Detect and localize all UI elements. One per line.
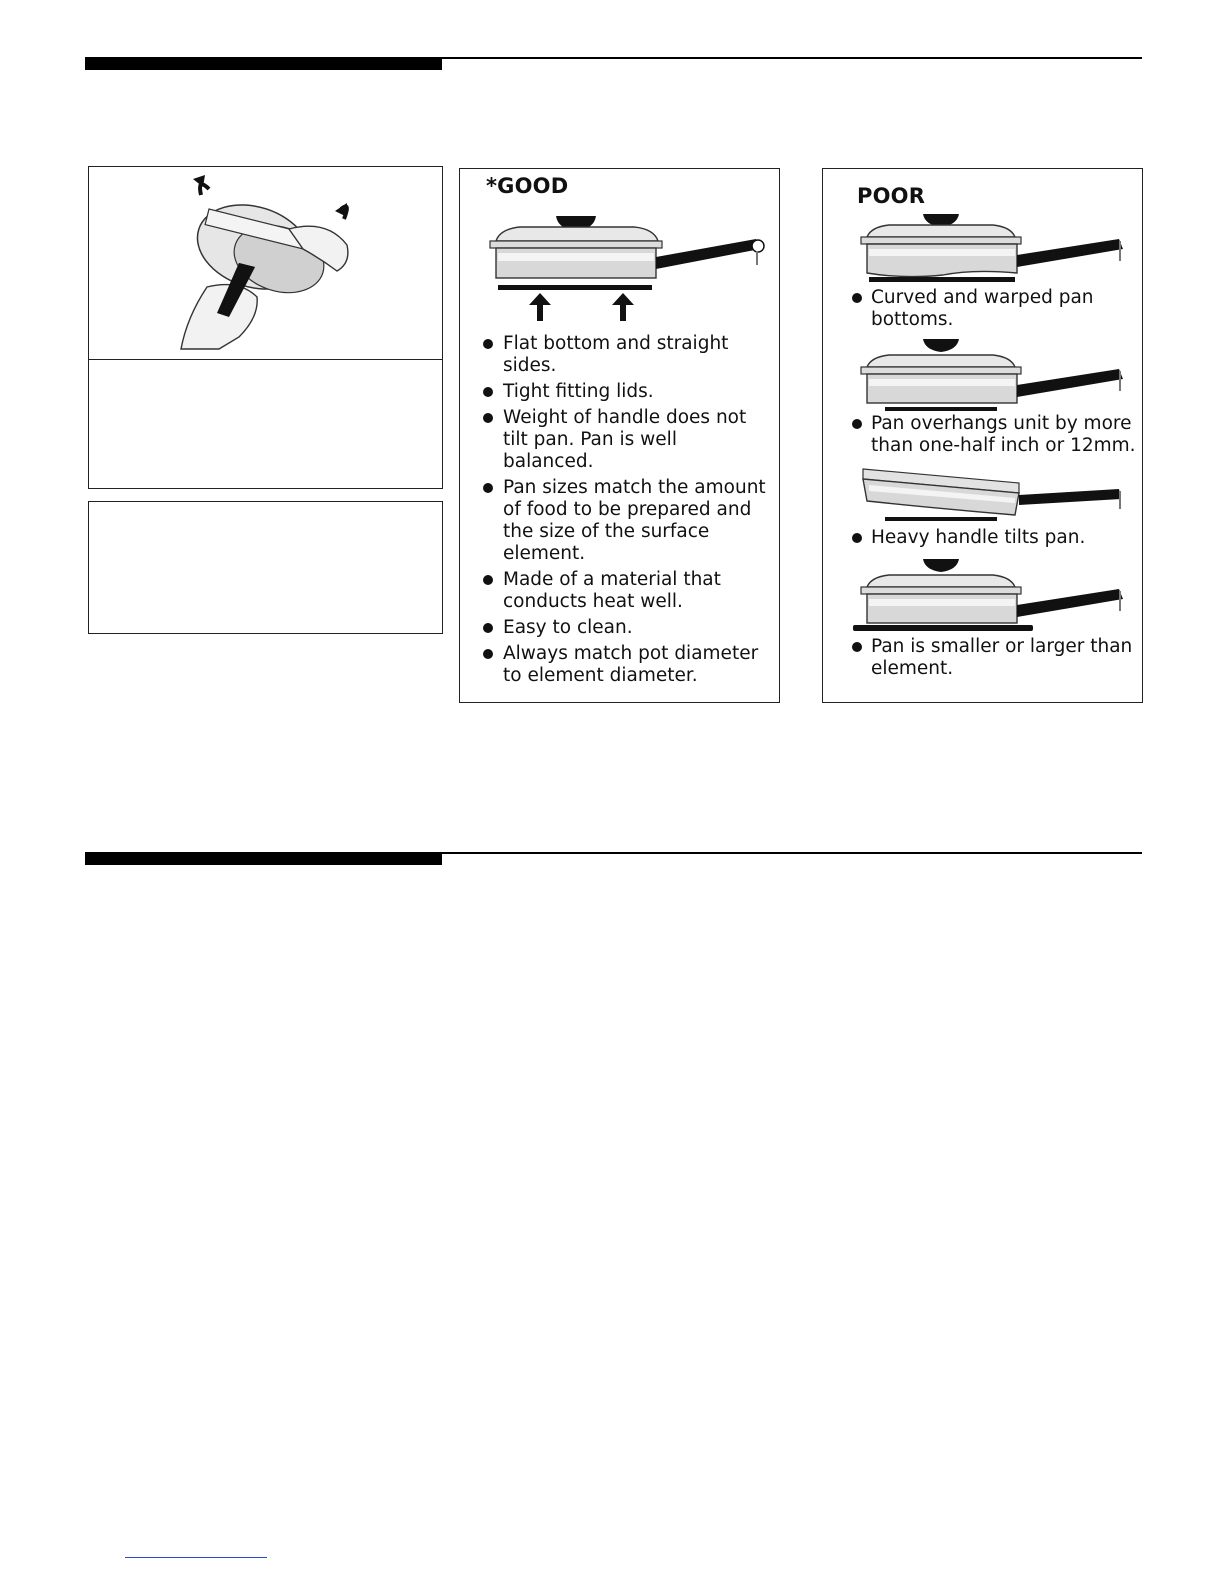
poor-item-tilt bbox=[851, 527, 1151, 549]
footer-link-underline[interactable] bbox=[125, 1557, 267, 1558]
good-bullet-list bbox=[482, 333, 772, 691]
note-box bbox=[88, 501, 443, 634]
poor-panel-title: POOR bbox=[857, 184, 926, 208]
list-item: Curved and warped pan bottoms. bbox=[851, 287, 1151, 331]
poor-item-mismatch bbox=[851, 636, 1151, 680]
list-item: Heavy handle tilts pan. bbox=[851, 527, 1151, 549]
list-item: Flat bottom and straight sides. bbox=[482, 333, 772, 377]
list-item: Weight of handle does not tilt pan. Pan is well balanced. bbox=[482, 407, 772, 473]
list-item: Pan sizes match the amount of food to be prepared and the size of the surface element. bbox=[482, 477, 772, 565]
list-item: Pan is smaller or larger than element. bbox=[851, 636, 1151, 680]
box-divider bbox=[89, 359, 442, 360]
warped-pan-illustration bbox=[823, 169, 1144, 289]
good-panel-title: *GOOD bbox=[486, 174, 569, 198]
list-item: Made of a material that conducts heat well. bbox=[482, 569, 772, 613]
list-item: Pan overhangs unit by more than one-half inch or 12mm. bbox=[851, 413, 1151, 457]
list-item: Always match pot diameter to element diameter. bbox=[482, 643, 772, 687]
section-header-line-bottom bbox=[442, 852, 1142, 854]
good-cookware-panel bbox=[459, 168, 780, 703]
section-header-bar-bottom bbox=[85, 852, 442, 865]
mismatch-pan-illustration bbox=[823, 553, 1144, 633]
poor-item-overhang bbox=[851, 413, 1151, 457]
straightedge-test-illustration bbox=[89, 167, 444, 360]
list-item: Easy to clean. bbox=[482, 617, 772, 639]
good-pan-illustration bbox=[460, 169, 781, 329]
section-header-bar-top bbox=[85, 57, 442, 70]
overhang-pan-illustration bbox=[823, 333, 1144, 413]
tilted-pan-illustration bbox=[823, 465, 1144, 525]
section-header-line-top bbox=[442, 57, 1142, 59]
straightedge-test-box bbox=[88, 166, 443, 489]
poor-item-warped bbox=[851, 287, 1151, 331]
list-item: Tight fitting lids. bbox=[482, 381, 772, 403]
poor-cookware-panel bbox=[822, 168, 1143, 703]
